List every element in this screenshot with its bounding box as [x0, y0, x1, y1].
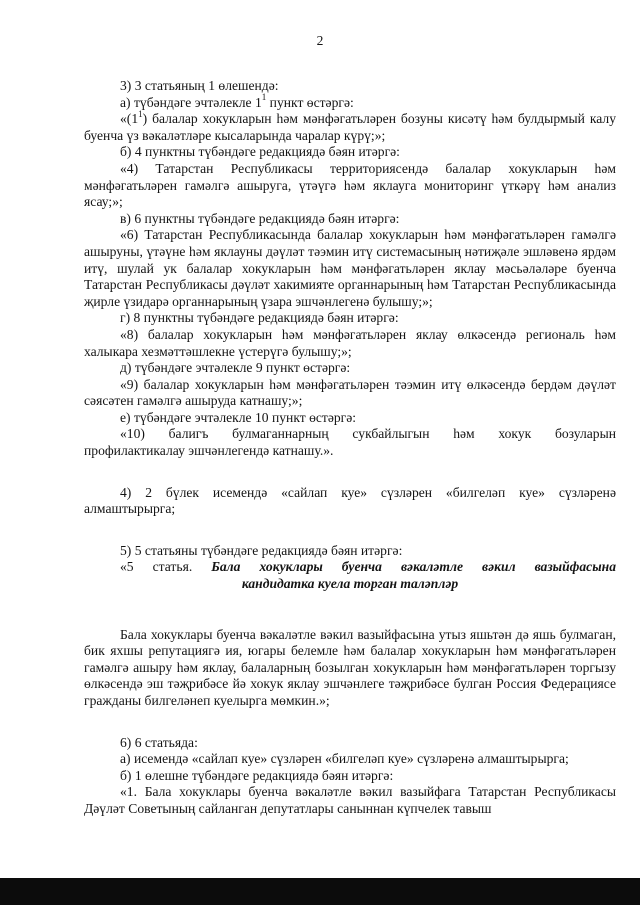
article-title-line: кандидатка куела торган таләпләр [241, 576, 459, 592]
paragraph: Бала хокуклары буенча вәкаләтле вәкил вазыйфасына утыз яшьтән дә яшь булмаган, бик яхшы репутациягә ия, югары белемле һәм балалар хокукларын һәм мәнфәгатьләрен гамәлгә ашыру һәм яклау, балаларның бозылган хокукларын һәм мәнфәгатьләрен торгызу өлкәсендә эш тәҗрибәсе йә хокук яклау эшчәнлеге тәҗрибәсе булган Россия Федерациясе гражданы билгеләнеп куелырга мөмкин.»; [84, 626, 616, 708]
page-number: 2 [316, 33, 324, 48]
text-fragment: пункт өстәргә: [266, 94, 354, 110]
paragraph: е) түбәндәге эчтәлекле 10 пункт өстәргә: [120, 409, 357, 425]
paragraph: б) 1 өлешне түбәндәге редакциядә бәян итәргә: [120, 767, 394, 783]
paragraph: «6) Татарстан Республикасында балалар хокукларын һәм мәнфәгатьләрен гамәлгә ашыруны, үтәүне һәм яклауны дәүләт тәэмин итү системасының нәтиҗәле эшләвенә ярдәм итү, шулай ук балалар хокукларын һәм мәнфәгатьләрен яклау мәсьәләләре буенча Татарстан Республикасы дәүләт хакимияте органнарының һәм Татарстан Республикасында җирле үзидарә органнарының үзара эшчәнлегенә булышу;»; [84, 227, 616, 309]
paragraph: в) 6 пунктны түбәндәге редакциядә бәян итәргә: [120, 210, 400, 226]
paragraph: «10) балигъ булмаганнарның сукбайлыгын һәм хокук бозуларын [120, 426, 616, 442]
paragraph: д) түбәндәге эчтәлекле 9 пункт өстәргә: [120, 360, 351, 376]
text-fragment: «(1 [120, 111, 139, 127]
paragraph: профилактикалау эшчәнлегендә катнашу.». [84, 443, 334, 459]
text-fragment: а) түбәндәге эчтәлекле 1 [120, 94, 262, 110]
paragraph: б) 4 пунктны түбәндәге редакциядә бәян итәргә: [120, 144, 400, 160]
article-heading [84, 559, 616, 576]
paragraph: 5) 5 статьяны түбәндәге редакциядә бәян итәргә: [120, 542, 403, 558]
paragraph: г) 8 пунктны түбәндәге редакциядә бәян итәргә: [120, 310, 399, 326]
paragraph [84, 92, 616, 112]
paragraph: 6) 6 статьяда: [120, 734, 198, 750]
paragraph: «4) Татарстан Республикасы территориясендә балалар хокукларын һәм мәнфәгатьләрен гамәлгә ашыруга, үтәүгә һәм яклауга мониторинг үткәрү һәм анализ ясау;»; [84, 160, 616, 210]
article-title: Бала хокуклары буенча вәкаләтле вәкил вазыйфасына [211, 559, 616, 575]
article-number: «5 статья. [120, 559, 212, 575]
paragraph: «9) балалар хокукларын һәм мәнфәгатьләрен тәэмин итү өлкәсендә бердәм дәүләт сәясәтен гамәлгә ашыруда катнашу;»; [84, 376, 616, 409]
superscript: 1 [261, 92, 267, 103]
paragraph: «8) балалар хокукларын һәм мәнфәгатьләрен яклау өлкәсендә региональ һәм халыкара хезмәттәшлекне үстерүгә булышу;»; [84, 326, 616, 359]
paragraph [84, 108, 616, 144]
text-fragment: ) балалар хокукларын һәм мәнфәгатьләрен бозуны кисәтү һәм булдырмый калу буенча үз вәкаләтләре кысаларында чаралар күрү;»; [84, 111, 616, 143]
document-body [84, 78, 616, 818]
paragraph: 4) 2 бүлек исемендә «сайлап куе» сүзләрен «билгеләп куе» сүзләренә алмаштырырга; [84, 484, 616, 517]
superscript: 1 [138, 108, 143, 119]
paragraph: а) исемендә «сайлап куе» сүзләрен «билгеләп куе» сүзләренә алмаштырырга; [120, 751, 569, 767]
scan-bottom-edge [0, 878, 640, 905]
paragraph: 3) 3 статьяның 1 өлешендә: [120, 78, 279, 93]
paragraph: «1. Бала хокуклары буенча вәкаләтле вәкил вазыйфага Татарстан Республикасы Дәүләт Советының сайланган депутатлары саныннан күпчелек тавыш [84, 784, 616, 816]
